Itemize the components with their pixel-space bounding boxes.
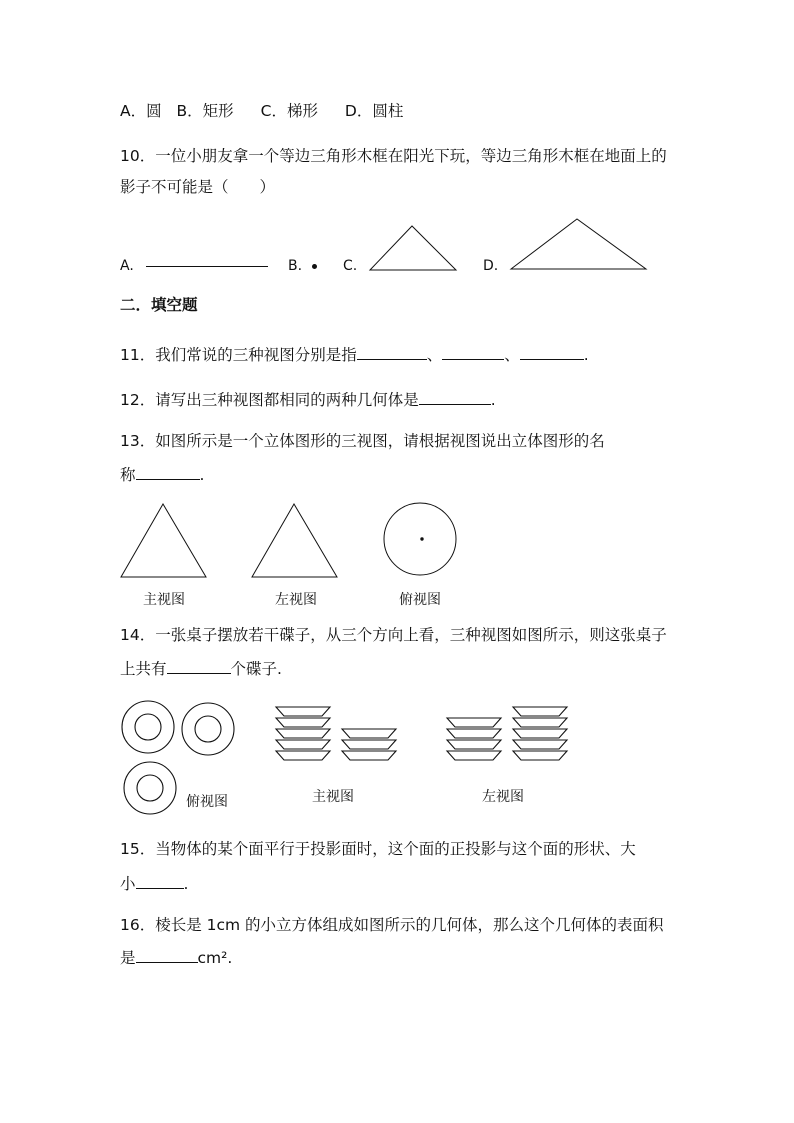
q16-line2 <box>120 948 232 967</box>
q14-caption-top: 俯视图 <box>186 794 228 810</box>
q11-text: 11．我们常说的三种视图分别是指 <box>120 346 357 364</box>
section-heading: 二．填空题 <box>120 296 198 314</box>
q11-blank-3[interactable] <box>520 345 584 360</box>
q13-blank[interactable] <box>136 465 200 480</box>
q14-blank[interactable] <box>167 659 231 674</box>
q12-end: . <box>490 391 496 409</box>
q9-option-a: A．圆 <box>120 102 162 120</box>
q11-end: . <box>583 346 589 364</box>
q11-sep-2: 、 <box>504 346 520 364</box>
q9-option-c: C．梯形 <box>260 102 318 120</box>
q16-unit: cm². <box>197 949 233 967</box>
q10-line1: 10．一位小朋友拿一个等边三角形木框在阳光下玩，等边三角形木框在地面上的 <box>120 147 667 165</box>
q16-blank[interactable] <box>136 948 198 963</box>
q14-left-view-stacks <box>443 704 573 764</box>
q13-caption-front: 主视图 <box>143 592 185 608</box>
plate-top-left <box>122 701 174 753</box>
q13-left-view-triangle <box>250 502 340 580</box>
q15-line2-text: 小 <box>120 875 136 893</box>
q11 <box>120 345 589 364</box>
q10-option-b-label: B. <box>288 258 303 274</box>
q9-option-b: B．矩形 <box>176 102 234 120</box>
q9-option-d: D．圆柱 <box>344 102 404 120</box>
q13-caption-top: 俯视图 <box>399 592 441 608</box>
q14-line2-end: 个碟子. <box>230 660 282 678</box>
q13-line2 <box>120 465 204 484</box>
q14-line1: 14．一张桌子摆放若干碟子，从三个方向上看，三种视图如图所示，则这张桌子 <box>120 626 667 644</box>
q13-line2-text: 称 <box>120 466 136 484</box>
q13-top-view-circle <box>381 502 459 578</box>
q13-end: . <box>199 466 205 484</box>
q10-option-d-label: D. <box>483 258 499 274</box>
plate-top-right <box>182 703 234 755</box>
q13-front-view-triangle <box>119 502 209 580</box>
q12 <box>120 390 496 409</box>
q12-blank[interactable] <box>419 390 491 405</box>
q10-option-b-dot <box>312 264 317 269</box>
q13-caption-left: 左视图 <box>275 592 317 608</box>
q10-line2: 影子不可能是（ ） <box>120 178 276 196</box>
q15-blank[interactable] <box>136 874 184 889</box>
q16-line1: 16．棱长是 1cm 的小立方体组成如图所示的几何体，那么这个几何体的表面积 <box>120 916 664 934</box>
q10-option-a-label: A. <box>120 258 134 274</box>
q10-option-d-triangle <box>509 217 649 272</box>
q11-blank-2[interactable] <box>442 345 504 360</box>
q10-option-c-triangle <box>368 224 458 272</box>
q14-caption-left: 左视图 <box>482 789 524 805</box>
q14-line2 <box>120 659 282 678</box>
q15-line2 <box>120 874 188 893</box>
q14-front-view-stacks <box>272 704 402 764</box>
q12-text: 12．请写出三种视图都相同的两种几何体是 <box>120 391 419 409</box>
q13-line1: 13．如图所示是一个立体图形的三视图，请根据视图说出立体图形的名 <box>120 432 605 450</box>
q10-option-a-segment <box>146 266 268 267</box>
q11-blank-1[interactable] <box>357 345 427 360</box>
q10-option-c-label: C. <box>343 258 358 274</box>
q15-end: . <box>183 875 189 893</box>
q14-line2-text: 上共有 <box>120 660 167 678</box>
q15-line1: 15．当物体的某个面平行于投影面时，这个面的正投影与这个面的形状、大 <box>120 840 636 858</box>
q14-caption-front: 主视图 <box>312 789 354 805</box>
q16-line2-text: 是 <box>120 949 136 967</box>
q11-sep-1: 、 <box>426 346 443 364</box>
plate-bottom <box>124 762 176 814</box>
q9-options <box>120 104 403 120</box>
